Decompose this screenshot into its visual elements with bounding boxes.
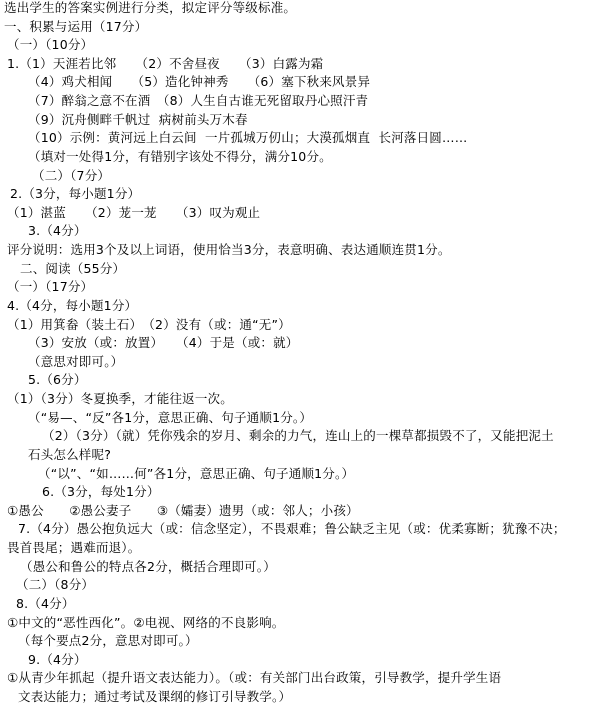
text-line: （4）鸡犬相闻 （5）造化钟神秀 （6）塞下秋来风景异 — [28, 74, 371, 89]
text-line: （二）（8分） — [16, 577, 95, 592]
text-line: 畏首畏尾；遇难而退）。 — [7, 540, 141, 555]
text-line: 文表达能力；通过考试及课纲的修订引导教学。） — [18, 689, 292, 704]
text-line: 一、积累与运用（17分） — [4, 19, 148, 34]
text-line: 8.（4分） — [16, 596, 75, 611]
text-line: （7）醉翁之意不在酒 （8）人生自古谁无死留取丹心照汗青 — [28, 93, 369, 108]
text-line: 5.（6分） — [28, 372, 87, 387]
text-line: （1）湛蓝 （2）茏一茏 （3）叹为观止 — [7, 205, 261, 220]
text-line: （2）（3分）（就）凭你残余的岁月、剩余的力气，连山上的一棵草都损毁不了，又能把泥土 — [42, 428, 554, 443]
text-line: 二、阅读（55分） — [20, 261, 126, 276]
text-line: （10）示例：黄河远上白云间 一片孤城万仞山；大漠孤烟直 长河落日圆…… — [28, 130, 468, 145]
text-line: 3.（4分） — [28, 223, 87, 238]
text-line: 2.（3分，每小题1分） — [10, 186, 141, 201]
text-line: （愚公和鲁公的特点各2分，概括合理即可。） — [20, 559, 276, 574]
text-line: （1）（3分）冬夏换季，才能往返一次。 — [7, 391, 233, 406]
text-line: （二）（7分） — [32, 168, 111, 183]
text-line: 评分说明：选用3个及以上词语，使用恰当3分，表意明确、表达通顺连贯1分。 — [7, 242, 451, 257]
text-line: （一）（17分） — [7, 279, 94, 294]
text-line: 9.（4分） — [28, 652, 87, 667]
text-line: （9）沉舟侧畔千帆过 病树前头万木春 — [28, 112, 248, 127]
text-line: （1）用箕畚（装土石） （2）没有（或：通“无”） — [7, 317, 291, 332]
text-line: （填对一处得1分，有错别字该处不得分，满分10分。 — [28, 149, 332, 164]
text-line: ①从青少年抓起（提升语文表达能力）。（或：有关部门出台政策，引导教学，提升学生语 — [7, 670, 502, 685]
text-line: 石头怎么样呢? — [28, 447, 112, 462]
text-line: （3）安放（或：放置） （4）于是（或：就） — [28, 335, 299, 350]
text-line: （“以”、“如……何”各1分，意思正确、句子通顺1分。） — [38, 466, 355, 481]
text-line: 7.（4分）愚公抱负远大（或：信念坚定），不畏艰难；鲁公缺乏主见（或：优柔寡断；犹豫不决； — [18, 521, 566, 536]
text-line: 6.（3分，每处1分） — [42, 484, 160, 499]
text-line: （“易—、“反”各1分，意思正确、句子通顺1分。） — [28, 410, 313, 425]
text-line: ①愚公 ②愚公妻子 ③（孀妻）遗男（或：邻人；小孩） — [7, 503, 359, 518]
text-line: 选出学生的答案实例进行分类，拟定评分等级标准。 — [4, 0, 297, 15]
text-line: （一）（10分） — [7, 37, 94, 52]
text-line: ①中文的“恶性西化”。②电视、网络的不良影响。 — [7, 615, 285, 630]
text-line: （每个要点2分，意思对即可。） — [18, 633, 198, 648]
text-line: （意思对即可。） — [28, 354, 124, 369]
text-line: 1.（1）天涯若比邻 （2）不舍昼夜 （3）白露为霜 — [7, 56, 324, 71]
text-line: 4.（4分，每小题1分） — [7, 298, 138, 313]
